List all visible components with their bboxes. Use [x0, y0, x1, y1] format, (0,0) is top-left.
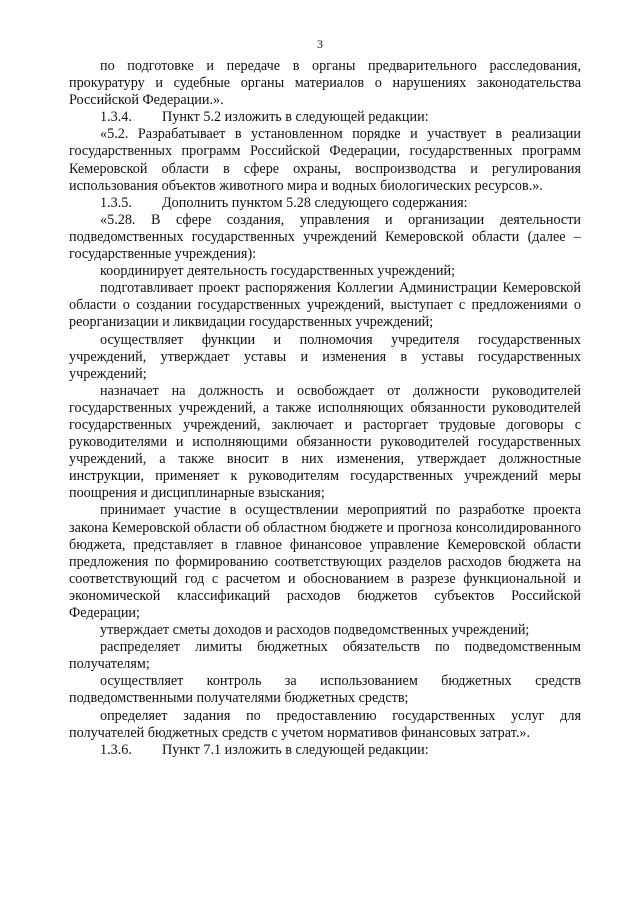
item-text: Пункт 5.2 изложить в следующей редакции:: [162, 109, 429, 126]
paragraph: определяет задания по предоставлению государственных услуг для получателей бюджетных средств с учетом нормативов финансовых затрат.».: [69, 707, 581, 741]
item-number: 1.3.6.: [100, 741, 132, 758]
numbered-item: [69, 195, 581, 212]
numbered-item: [69, 742, 581, 759]
item-number: 1.3.5.: [100, 194, 132, 211]
paragraph: распределяет лимиты бюджетных обязательств по подведомственным получателям;: [69, 639, 581, 673]
paragraph: принимает участие в осуществлении мероприятий по разработке проекта закона Кемеровской области об областном бюджете и прогноза консолидированного бюджета, представляет в главное финансовое управление Кемеровской области предложения по формированию соответствующих разделов расходов бюджета на соответствующий год с расчетом и обоснованием в разрезе функциональной и экономической классификаций расходов бюджетов субъектов Российской Федерации;: [69, 502, 581, 621]
paragraph: осуществляет контроль за использованием бюджетных средств подведомственными получателями бюджетных средств;: [69, 673, 581, 707]
paragraph: назначает на должность и освобождает от должности руководителей государственных учреждений, а также исполняющих обязанности руководителей государственных учреждений, заключает и расторгает трудовые договоры с руководителями и исполняющими обязанности руководителей государственных учреждений, а также вносит в них изменения, утверждает должностные инструкции, применяет к руководителям государственных учреждений меры поощрения и дисциплинарные взыскания;: [69, 382, 581, 502]
paragraph: «5.2. Разрабатывает в установленном порядке и участвует в реализации государственных программ Российской Федерации, государственных программ Кемеровской области в сфере охраны, воспроизводства и регулирования использования объектов животного мира и водных биологических ресурсов.».: [69, 126, 581, 194]
numbered-item: [69, 109, 581, 126]
page-number: 3: [317, 37, 323, 51]
paragraph: утверждает сметы доходов и расходов подведомственных учреждений;: [100, 622, 530, 639]
paragraph: «5.28. В сфере создания, управления и организации деятельности подведомственных государственных учреждений Кемеровской области (далее – государственные учреждения):: [69, 211, 581, 263]
item-text: Дополнить пунктом 5.28 следующего содержания:: [162, 194, 468, 211]
paragraph: подготавливает проект распоряжения Коллегии Администрации Кемеровской области о создании государственных учреждений, выступает с предложениями о реорганизации и ликвидации государственных учреждений;: [69, 280, 581, 331]
document-body: [69, 58, 581, 759]
paragraph: осуществляет функции и полномочия учредителя государственных учреждений, утверждает уставы и изменения в уставы государственных учреждений;: [69, 331, 581, 382]
item-text: Пункт 7.1 изложить в следующей редакции:: [162, 741, 429, 758]
paragraph: координирует деятельность государственных учреждений;: [100, 263, 456, 280]
item-number: 1.3.4.: [100, 109, 132, 126]
paragraph: по подготовке и передаче в органы предварительного расследования, прокуратуру и судебные органы материалов о нарушениях законодательства Российской Федерации.».: [69, 58, 581, 109]
